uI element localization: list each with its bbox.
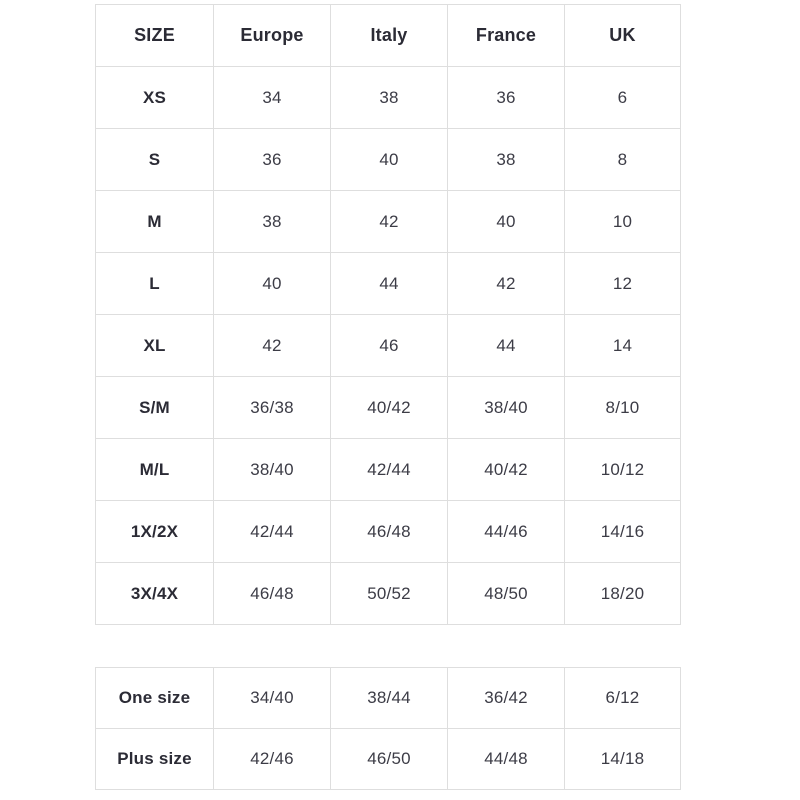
table-row-3x4x	[96, 563, 681, 625]
size-label: XS	[96, 67, 214, 129]
size-label: XL	[96, 315, 214, 377]
france-value: 36	[448, 67, 565, 129]
italy-value: 38/44	[331, 668, 448, 729]
size-conversion-table	[95, 4, 681, 625]
italy-value: 40	[331, 129, 448, 191]
size-label: L	[96, 253, 214, 315]
uk-value: 18/20	[565, 563, 681, 625]
size-label: M	[96, 191, 214, 253]
size-label: 1X/2X	[96, 501, 214, 563]
europe-value: 34	[214, 67, 331, 129]
europe-value: 40	[214, 253, 331, 315]
uk-value: 14	[565, 315, 681, 377]
italy-value: 44	[331, 253, 448, 315]
italy-value: 42/44	[331, 439, 448, 501]
table-row-s	[96, 129, 681, 191]
table-row-l	[96, 253, 681, 315]
table-row-ml	[96, 439, 681, 501]
france-value: 42	[448, 253, 565, 315]
table-row-xl	[96, 315, 681, 377]
europe-value: 38	[214, 191, 331, 253]
size-label: One size	[96, 668, 214, 729]
europe-value: 36/38	[214, 377, 331, 439]
europe-value: 34/40	[214, 668, 331, 729]
france-value: 36/42	[448, 668, 565, 729]
france-value: 38/40	[448, 377, 565, 439]
table-row-plus-size	[96, 729, 681, 790]
column-header-italy: Italy	[331, 5, 448, 67]
france-value: 40	[448, 191, 565, 253]
table-row-1x2x	[96, 501, 681, 563]
column-header-size: SIZE	[96, 5, 214, 67]
column-header-france: France	[448, 5, 565, 67]
france-value: 44/46	[448, 501, 565, 563]
france-value: 38	[448, 129, 565, 191]
italy-value: 46/48	[331, 501, 448, 563]
size-label: S	[96, 129, 214, 191]
table-row-m	[96, 191, 681, 253]
uk-value: 6	[565, 67, 681, 129]
uk-value: 14/16	[565, 501, 681, 563]
italy-value: 46/50	[331, 729, 448, 790]
uk-value: 14/18	[565, 729, 681, 790]
size-label: S/M	[96, 377, 214, 439]
column-header-europe: Europe	[214, 5, 331, 67]
italy-value: 42	[331, 191, 448, 253]
size-label: 3X/4X	[96, 563, 214, 625]
uk-value: 8/10	[565, 377, 681, 439]
uk-value: 8	[565, 129, 681, 191]
italy-value: 46	[331, 315, 448, 377]
uk-value: 12	[565, 253, 681, 315]
europe-value: 46/48	[214, 563, 331, 625]
uk-value: 10	[565, 191, 681, 253]
france-value: 44	[448, 315, 565, 377]
italy-value: 40/42	[331, 377, 448, 439]
table-row-sm	[96, 377, 681, 439]
size-label: M/L	[96, 439, 214, 501]
italy-value: 50/52	[331, 563, 448, 625]
france-value: 40/42	[448, 439, 565, 501]
special-sizes-table	[95, 667, 681, 790]
column-header-uk: UK	[565, 5, 681, 67]
europe-value: 42/44	[214, 501, 331, 563]
europe-value: 38/40	[214, 439, 331, 501]
table-row-xs	[96, 67, 681, 129]
europe-value: 36	[214, 129, 331, 191]
uk-value: 10/12	[565, 439, 681, 501]
table-row-one-size	[96, 668, 681, 729]
uk-value: 6/12	[565, 668, 681, 729]
size-label: Plus size	[96, 729, 214, 790]
europe-value: 42/46	[214, 729, 331, 790]
france-value: 44/48	[448, 729, 565, 790]
table-header-row	[96, 5, 681, 67]
italy-value: 38	[331, 67, 448, 129]
europe-value: 42	[214, 315, 331, 377]
france-value: 48/50	[448, 563, 565, 625]
